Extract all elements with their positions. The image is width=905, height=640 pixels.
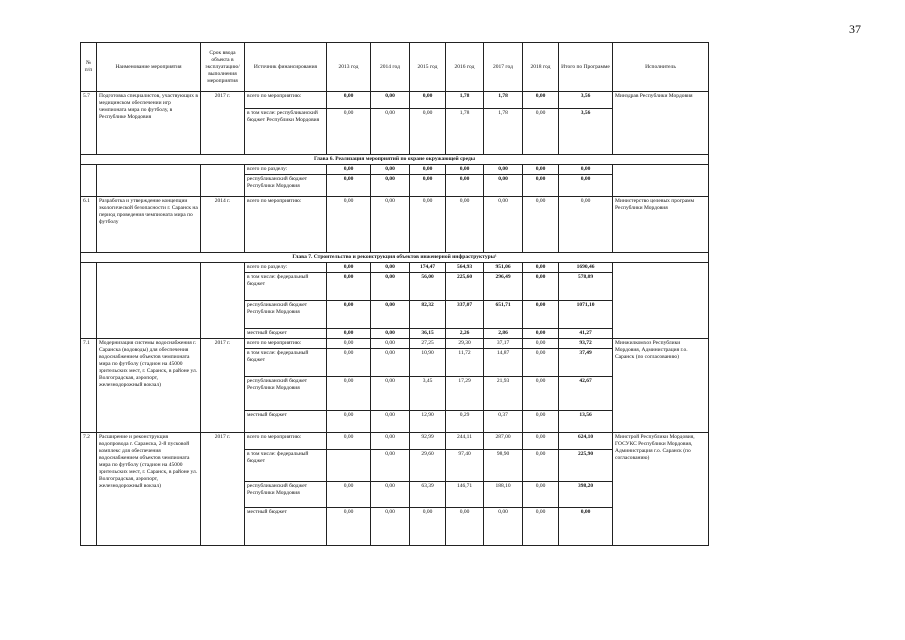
value-cell: 225,60 — [446, 273, 484, 301]
value-cell: 0,00 — [410, 197, 446, 253]
value-cell: 0,00 — [410, 508, 446, 546]
row-source: в том числе: республиканский бюджет Республики Мордовия — [245, 109, 327, 155]
value-cell: 1,78 — [446, 92, 484, 109]
row-source: республиканский бюджет Республики Мордовия — [245, 175, 327, 197]
value-cell: 0,00 — [523, 482, 559, 508]
header-2016: 2016 год — [446, 43, 484, 92]
value-cell: 0,00 — [559, 165, 613, 175]
value-cell: 0,00 — [327, 175, 371, 197]
header-name: Наименование мероприятия — [97, 43, 201, 92]
row-num: 6.1 — [81, 197, 97, 253]
row-executor: Минстрой Республики Мордовия, ГОСУКС Республики Мордовия, Администрация г.о. Саранск (по согласованию) — [613, 433, 709, 546]
value-cell: 41,27 — [559, 329, 613, 339]
value-cell: 0,00 — [371, 482, 410, 508]
value-cell: 0,00 — [523, 349, 559, 377]
value-cell: 188,10 — [484, 482, 523, 508]
row-source: всего по разделу: — [245, 263, 327, 273]
row-source: всего по разделу: — [245, 165, 327, 175]
header-2015: 2015 год — [410, 43, 446, 92]
row-name: Подготовка специалистов, участвующих в медицинском обеспечении игр чемпионата мира по футболу, в Республике Мордовия — [97, 92, 201, 155]
row-source: в том числе: федеральный бюджет — [245, 349, 327, 377]
header-executor: Исполнитель — [613, 43, 709, 92]
value-cell: 1,78 — [446, 109, 484, 155]
section-title-row — [81, 155, 709, 165]
row-source: всего по мероприятию: — [245, 433, 327, 450]
value-cell: 2,26 — [446, 329, 484, 339]
value-cell: 0,00 — [523, 109, 559, 155]
row-source: местный бюджет — [245, 508, 327, 546]
value-cell: 0,00 — [523, 301, 559, 329]
value-cell: 0,00 — [559, 508, 613, 546]
value-cell: 337,07 — [446, 301, 484, 329]
value-cell — [327, 450, 371, 482]
value-cell: 0,00 — [327, 165, 371, 175]
row-name: Модернизация системы водоснабжения г. Саранска (водоводы) для обеспечения водоснабжением объектов чемпионата мира по футболу (стадион на 45000 зрительских мест, г. Саранск, в районе ул. Волгоградская, аэропорт, железнодорожный вокзал) — [97, 339, 201, 433]
value-cell: 56,00 — [410, 273, 446, 301]
row-source: местный бюджет — [245, 411, 327, 433]
value-cell: 0,00 — [327, 339, 371, 349]
value-cell: 0,00 — [446, 175, 484, 197]
table-row — [81, 165, 709, 175]
value-cell: 0,00 — [484, 175, 523, 197]
value-cell: 0,00 — [371, 165, 410, 175]
empty-cell — [97, 263, 201, 339]
value-cell: 0,00 — [523, 175, 559, 197]
row-term: 2017 г. — [201, 92, 245, 155]
row-num: 5.7 — [81, 92, 97, 155]
value-cell: 3,56 — [559, 92, 613, 109]
value-cell: 3,56 — [559, 109, 613, 155]
value-cell: 0,00 — [327, 377, 371, 411]
value-cell: 651,71 — [484, 301, 523, 329]
table-row — [81, 92, 709, 109]
row-executor: Министерство целевых программ Республики Мордовия — [613, 197, 709, 253]
value-cell: 0,00 — [327, 329, 371, 339]
page-number: 37 — [849, 22, 861, 36]
row-executor: Минздрав Республики Мордовия — [613, 92, 709, 155]
value-cell: 17,29 — [446, 377, 484, 411]
empty-cell — [613, 165, 709, 197]
value-cell: 225,90 — [559, 450, 613, 482]
value-cell: 0,00 — [523, 197, 559, 253]
table-row — [81, 197, 709, 253]
value-cell: 37,17 — [484, 339, 523, 349]
value-cell: 0,00 — [371, 433, 410, 450]
program-table-sheet — [80, 42, 708, 546]
empty-cell — [97, 165, 201, 197]
value-cell: 578,09 — [559, 273, 613, 301]
header-2018: 2018 год — [523, 43, 559, 92]
row-source: всего по мероприятию: — [245, 197, 327, 253]
value-cell: 0,00 — [327, 482, 371, 508]
value-cell: 0,37 — [484, 411, 523, 433]
value-cell: 10,90 — [410, 349, 446, 377]
value-cell: 296,49 — [484, 273, 523, 301]
value-cell: 146,71 — [446, 482, 484, 508]
value-cell: 398,20 — [559, 482, 613, 508]
value-cell: 1071,10 — [559, 301, 613, 329]
value-cell: 92,99 — [410, 433, 446, 450]
value-cell: 0,00 — [327, 263, 371, 273]
header-2013: 2013 год — [327, 43, 371, 92]
value-cell: 63,39 — [410, 482, 446, 508]
row-source: республиканский бюджет Республики Мордовия — [245, 301, 327, 329]
value-cell: 42,67 — [559, 377, 613, 411]
value-cell: 0,00 — [410, 175, 446, 197]
value-cell: 0,00 — [327, 273, 371, 301]
value-cell: 1,78 — [484, 92, 523, 109]
value-cell: 11,72 — [446, 349, 484, 377]
value-cell: 0,00 — [371, 411, 410, 433]
row-source: в том числе: федеральный бюджет — [245, 273, 327, 301]
value-cell: 29,30 — [446, 339, 484, 349]
value-cell: 0,00 — [446, 165, 484, 175]
value-cell: 0,00 — [446, 197, 484, 253]
table-row — [81, 433, 709, 450]
value-cell: 0,00 — [371, 377, 410, 411]
empty-cell — [81, 263, 97, 339]
row-num: 7.1 — [81, 339, 97, 433]
value-cell: 0,00 — [371, 329, 410, 339]
value-cell: 0,00 — [371, 263, 410, 273]
value-cell: 0,00 — [371, 273, 410, 301]
empty-cell — [613, 263, 709, 339]
section-title-row — [81, 253, 709, 263]
header-2014: 2014 год — [371, 43, 410, 92]
value-cell: 0,00 — [523, 329, 559, 339]
value-cell: 0,00 — [484, 508, 523, 546]
value-cell: 0,00 — [523, 92, 559, 109]
row-source: всего по мероприятию: — [245, 92, 327, 109]
value-cell: 0,29 — [446, 411, 484, 433]
value-cell: 82,32 — [410, 301, 446, 329]
value-cell: 0,00 — [371, 450, 410, 482]
row-name: Расширение и реконструкция водопровода г. Саранска, 2-й пусковой комплекс для обеспечения водоснабжением объектов чемпионата мира по футболу (стадион на 45000 зрительских мест, г. Саранск, в районе ул. Волгоградская, аэропорт, железнодорожный вокзал) — [97, 433, 201, 546]
value-cell: 0,00 — [523, 263, 559, 273]
row-source: республиканский бюджет Республики Мордовия — [245, 377, 327, 411]
value-cell: 0,00 — [559, 175, 613, 197]
value-cell: 0,00 — [327, 301, 371, 329]
value-cell: 0,00 — [523, 433, 559, 450]
header-num: № п/п — [81, 43, 97, 92]
value-cell: 0,00 — [327, 92, 371, 109]
value-cell: 21,93 — [484, 377, 523, 411]
value-cell: 93,72 — [559, 339, 613, 349]
header-source: Источник финансирования — [245, 43, 327, 92]
value-cell: 0,00 — [371, 301, 410, 329]
value-cell: 13,56 — [559, 411, 613, 433]
value-cell: 0,00 — [484, 197, 523, 253]
value-cell: 0,00 — [410, 165, 446, 175]
value-cell: 0,00 — [559, 197, 613, 253]
value-cell: 36,15 — [410, 329, 446, 339]
value-cell: 0,00 — [371, 197, 410, 253]
value-cell: 14,87 — [484, 349, 523, 377]
value-cell: 244,11 — [446, 433, 484, 450]
value-cell: 0,00 — [371, 349, 410, 377]
value-cell: 27,25 — [410, 339, 446, 349]
value-cell: 624,10 — [559, 433, 613, 450]
value-cell: 2,86 — [484, 329, 523, 339]
value-cell: 12,90 — [410, 411, 446, 433]
value-cell: 0,00 — [523, 450, 559, 482]
value-cell: 0,00 — [327, 109, 371, 155]
value-cell: 0,00 — [371, 508, 410, 546]
value-cell: 0,00 — [523, 508, 559, 546]
table-row — [81, 263, 709, 273]
value-cell: 37,49 — [559, 349, 613, 377]
value-cell: 287,00 — [484, 433, 523, 450]
header-total: Итого по Программе — [559, 43, 613, 92]
row-term: 2017 г. — [201, 433, 245, 546]
value-cell: 0,00 — [327, 508, 371, 546]
value-cell: 0,00 — [371, 175, 410, 197]
header-term: Срок ввода объекта в эксплуатацию/ выполнения мероприятия — [201, 43, 245, 92]
empty-cell — [81, 165, 97, 197]
program-table — [80, 42, 709, 546]
value-cell: 3,45 — [410, 377, 446, 411]
row-term: 2017 г. — [201, 339, 245, 433]
value-cell: 29,60 — [410, 450, 446, 482]
value-cell: 1,78 — [484, 109, 523, 155]
value-cell: 97,40 — [446, 450, 484, 482]
value-cell: 0,00 — [410, 92, 446, 109]
value-cell: 174,47 — [410, 263, 446, 273]
value-cell: 0,00 — [484, 165, 523, 175]
value-cell: 0,00 — [523, 377, 559, 411]
empty-cell — [201, 263, 245, 339]
value-cell: 1690,46 — [559, 263, 613, 273]
value-cell: 0,00 — [523, 411, 559, 433]
value-cell: 0,00 — [327, 411, 371, 433]
value-cell: 0,00 — [410, 109, 446, 155]
row-source: местный бюджет — [245, 329, 327, 339]
row-name: Разработка и утверждение концепции экологической безопасности г. Саранск на период проведения чемпионата мира по футболу — [97, 197, 201, 253]
row-source: республиканский бюджет Республики Мордовия — [245, 482, 327, 508]
row-source: в том числе: федеральный бюджет — [245, 450, 327, 482]
value-cell: 0,00 — [371, 109, 410, 155]
row-executor: Минжилкомхоз Республики Мордовия, Администрация г.о. Саранск (по согласованию) — [613, 339, 709, 433]
row-term: 2014 г. — [201, 197, 245, 253]
value-cell: 0,00 — [327, 433, 371, 450]
header-2017: 2017 год — [484, 43, 523, 92]
value-cell: 98,90 — [484, 450, 523, 482]
value-cell: 0,00 — [523, 273, 559, 301]
value-cell: 0,00 — [371, 92, 410, 109]
table-header-row — [81, 43, 709, 92]
value-cell: 0,00 — [446, 508, 484, 546]
table-row — [81, 339, 709, 349]
row-num: 7.2 — [81, 433, 97, 546]
section-7-title: Глава 7. Строительство и реконструкция объектов инженерной инфраструктуры¹ — [81, 253, 709, 263]
value-cell: 951,06 — [484, 263, 523, 273]
value-cell: 564,93 — [446, 263, 484, 273]
empty-cell — [201, 165, 245, 197]
value-cell: 0,00 — [371, 339, 410, 349]
section-6-title: Глава 6. Реализация мероприятий по охране окружающей среды — [81, 155, 709, 165]
value-cell: 0,00 — [523, 165, 559, 175]
value-cell: 0,00 — [327, 197, 371, 253]
row-source: всего по мероприятию: — [245, 339, 327, 349]
value-cell: 0,00 — [327, 349, 371, 377]
value-cell: 0,00 — [523, 339, 559, 349]
